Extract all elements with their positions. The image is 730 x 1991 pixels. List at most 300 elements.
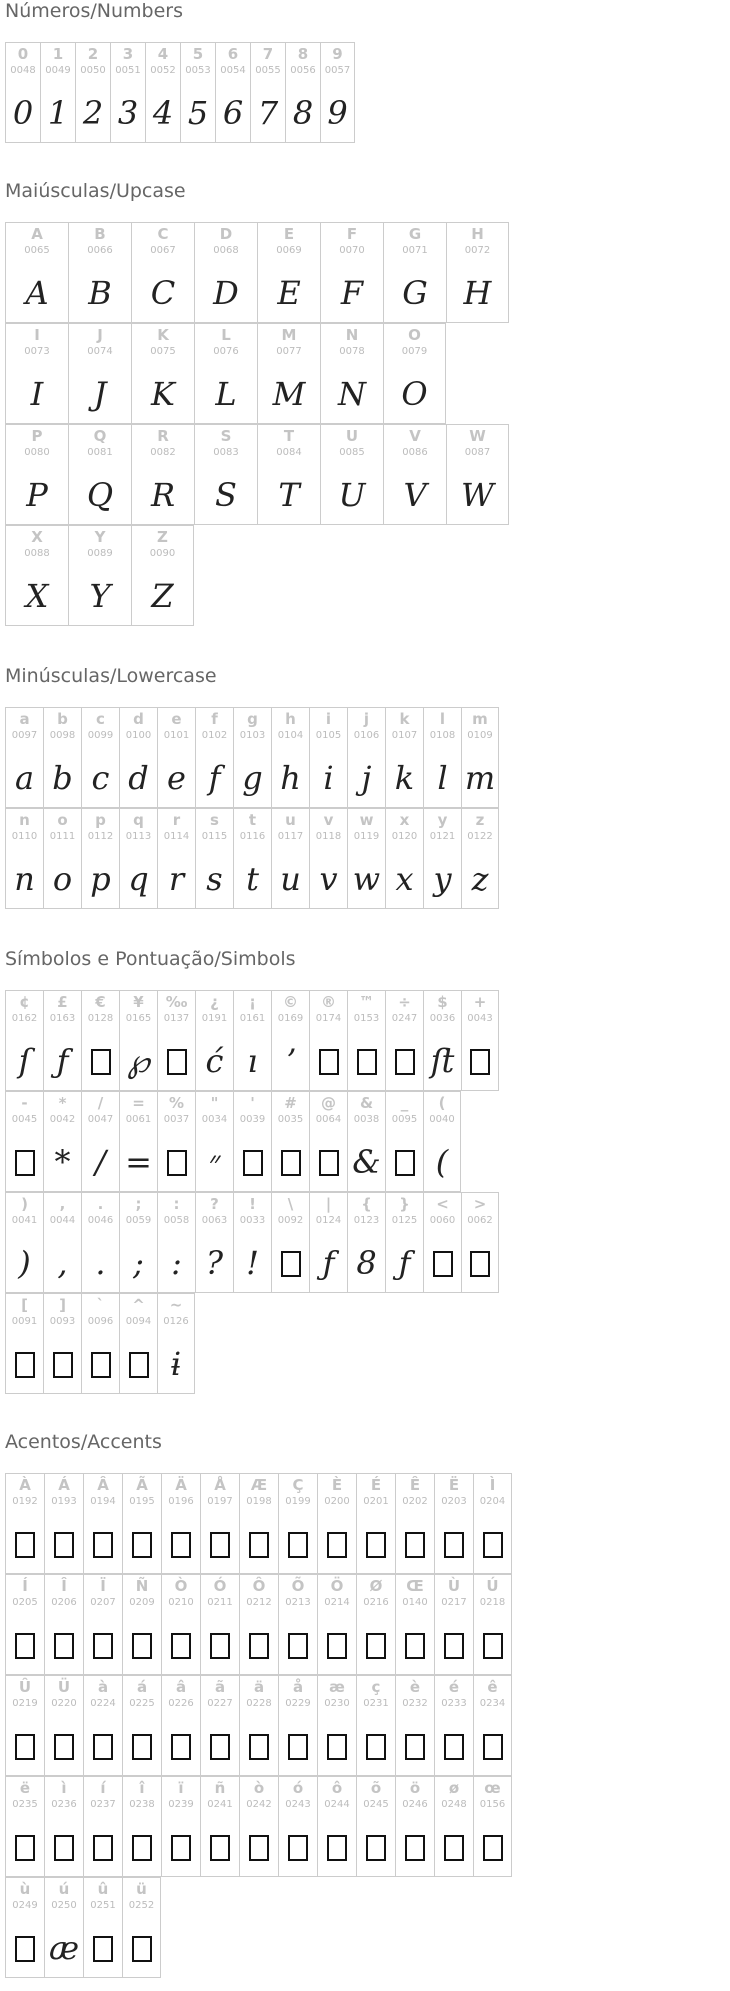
glyph-cell [250,42,285,143]
glyph-cell [385,990,423,1091]
missing-glyph-box [310,1035,347,1087]
glyph-sample: ɨ [170,1345,182,1383]
glyph-cell [233,1091,271,1192]
glyph-cell [68,323,131,424]
glyph-cell [423,707,461,808]
character-label: ø [448,1779,460,1797]
character-label: a [19,710,30,728]
character-label: Ë [448,1476,460,1494]
glyph-cell [423,1091,461,1192]
glyph-cell [83,1776,122,1877]
character-label: c [96,710,105,728]
character-code: 0216 [363,1597,389,1608]
missing-glyph-icon [470,1049,490,1075]
glyph-row [5,990,499,1091]
character-label: ) [21,1195,28,1213]
character-code: 0073 [24,346,50,357]
character-code: 0249 [12,1900,38,1911]
glyph-cell [461,808,499,909]
missing-glyph-box [240,1720,278,1772]
glyph-sample: ƒ [56,1042,69,1080]
glyph-row [5,424,509,525]
missing-glyph-icon [281,1150,301,1176]
glyph-cell [434,1675,473,1776]
glyph-cell [5,1675,44,1776]
glyph-cell [347,808,385,909]
character-code: 0039 [239,1114,266,1125]
glyph-cell [278,1574,317,1675]
glyph-row [5,222,509,323]
character-code: 0082 [150,447,176,458]
missing-glyph-box [474,1518,511,1570]
missing-glyph-icon [171,1633,191,1659]
glyph-cell [5,1192,43,1293]
missing-glyph-box [318,1619,356,1671]
glyph-cell [423,990,461,1091]
glyph-sample: i [323,759,334,797]
character-code: 0087 [464,447,491,458]
glyph-cell [233,1192,271,1293]
character-label: ê [487,1678,498,1696]
missing-glyph-box [279,1518,317,1570]
character-label: ® [321,993,336,1011]
character-code: 0096 [87,1316,114,1327]
glyph-cell [461,1192,499,1293]
character-code: 0203 [441,1496,467,1507]
glyph-cell [119,1192,157,1293]
missing-glyph-icon [129,1352,149,1378]
glyph-cell [81,1293,119,1394]
character-code: 0094 [125,1316,152,1327]
missing-glyph-icon [91,1352,111,1378]
character-label: ü [136,1880,147,1898]
character-code: 0236 [51,1799,77,1810]
character-label: ¥ [133,993,144,1011]
missing-glyph-box [279,1821,317,1873]
glyph-cell [356,1776,395,1877]
missing-glyph-icon [249,1835,269,1861]
character-label: E [283,225,295,243]
character-code: 0153 [353,1013,380,1024]
glyph-cell [239,1574,278,1675]
glyph-cell [145,42,180,143]
character-label: Ê [409,1476,421,1494]
character-label: F [346,225,358,243]
character-label: 4 [157,45,169,63]
character-label: ë [19,1779,31,1797]
character-code: 0224 [90,1698,116,1709]
character-label: b [57,710,68,728]
glyph-cell [81,1192,119,1293]
glyph-cell [157,1293,195,1394]
character-label: U [345,427,359,445]
character-label: Æ [250,1476,268,1494]
glyph-cell [461,707,499,808]
glyph-sample: d [128,759,149,797]
glyph-cell [5,1877,44,1978]
character-code: 0085 [339,447,365,458]
glyph-cell [473,1675,512,1776]
character-code: 0125 [391,1215,418,1226]
glyph-sample: q [128,860,149,898]
glyph-sample: ! [246,1244,259,1282]
character-code: 0206 [51,1597,77,1608]
character-code: 0066 [87,245,113,256]
character-code: 0204 [479,1496,506,1507]
missing-glyph-icon [249,1734,269,1760]
character-label: < [436,1195,449,1213]
character-code: 0252 [128,1900,155,1911]
character-label: Ü [57,1678,71,1696]
missing-glyph-box [462,1237,498,1289]
character-code: 0057 [324,65,351,76]
character-code: 0126 [163,1316,189,1327]
missing-glyph-box [123,1720,161,1772]
glyph-cell [43,808,81,909]
glyph-row [5,707,499,808]
missing-glyph-box [84,1922,122,1974]
character-label: Ö [330,1577,344,1595]
glyph-sample: ; [133,1244,144,1282]
glyph-row [5,525,194,626]
character-code: 0100 [125,730,152,741]
missing-glyph-icon [53,1352,73,1378]
glyph-cell [271,1091,309,1192]
glyph-cell [309,1091,347,1192]
glyph-sample: ı [247,1042,258,1080]
glyph-cell [5,525,68,626]
character-code: 0051 [115,65,141,76]
character-label: Ò [174,1577,188,1595]
character-label: , [59,1195,66,1213]
missing-glyph-box [45,1720,83,1772]
missing-glyph-icon [288,1835,308,1861]
glyph-row [5,808,499,909]
character-code: 0212 [246,1597,272,1608]
character-label: O [408,326,421,344]
character-label: X [31,528,43,546]
character-label: Ú [486,1577,499,1595]
section-title: Minúsculas/Lowercase [5,665,217,687]
character-code: 0156 [479,1799,506,1810]
missing-glyph-box [396,1720,434,1772]
missing-glyph-box [162,1720,200,1772]
section-title: Números/Numbers [5,0,183,22]
character-code: 0045 [11,1114,38,1125]
missing-glyph-box [6,1720,44,1772]
missing-glyph-icon [54,1734,74,1760]
missing-glyph-box [6,1338,43,1390]
glyph-cell [239,1473,278,1574]
character-label: 1 [52,45,64,63]
character-code: 0106 [353,730,380,741]
character-code: 0231 [363,1698,389,1709]
character-code: 0200 [324,1496,350,1507]
glyph-cell [200,1473,239,1574]
missing-glyph-icon [15,1352,35,1378]
glyph-sample: 4 [152,94,174,132]
glyph-cell [195,1091,233,1192]
character-code: 0086 [402,447,428,458]
glyph-sample: V [403,476,427,514]
glyph-sample: p [90,860,111,898]
missing-glyph-box [123,1619,161,1671]
glyph-cell [423,1192,461,1293]
character-label: ò [253,1779,265,1797]
missing-glyph-box [318,1720,356,1772]
character-code: 0202 [402,1496,428,1507]
glyph-sample: m [464,759,496,797]
glyph-sample: c [91,759,110,797]
character-code: 0247 [391,1013,418,1024]
character-code: 0213 [285,1597,311,1608]
character-code: 0124 [315,1215,342,1226]
glyph-cell [395,1776,434,1877]
character-code: 0195 [129,1496,155,1507]
character-code: 0047 [87,1114,114,1125]
glyph-sample: n [14,860,35,898]
glyph-cell [180,42,215,143]
character-label: £ [57,993,68,1011]
missing-glyph-icon [15,1936,35,1962]
glyph-cell [473,1473,512,1574]
character-code: 0048 [10,65,36,76]
character-code: 0239 [168,1799,194,1810]
character-code: 0108 [429,730,456,741]
character-code: 0229 [285,1698,311,1709]
missing-glyph-icon [483,1734,503,1760]
glyph-cell [395,1675,434,1776]
missing-glyph-icon [281,1251,301,1277]
character-code: 0116 [239,831,266,842]
character-code: 0207 [90,1597,116,1608]
character-code: 0084 [276,447,302,458]
character-label: * [58,1094,67,1112]
missing-glyph-icon [327,1633,347,1659]
character-label: H [471,225,484,243]
character-code: 0237 [90,1799,116,1810]
missing-glyph-box [6,1922,44,1974]
missing-glyph-icon [444,1633,464,1659]
character-label: Ã [136,1476,148,1494]
character-code: 0113 [125,831,152,842]
glyph-sample: N [338,375,366,413]
character-code: 0109 [467,730,493,741]
character-label: ] [59,1296,66,1314]
missing-glyph-icon [327,1532,347,1558]
glyph-cell [40,42,75,143]
character-code: 0196 [168,1496,194,1507]
missing-glyph-icon [483,1532,503,1558]
character-label: 9 [332,45,343,63]
glyph-sample: U [338,476,366,514]
glyph-sample: 3 [117,94,139,132]
glyph-cell [320,42,355,143]
glyph-cell [44,1574,83,1675]
character-label: _ [400,1094,409,1112]
missing-glyph-icon [54,1633,74,1659]
character-label: œ [484,1779,501,1797]
glyph-sample: R [150,476,176,514]
glyph-cell [5,1091,43,1192]
glyph-cell [278,1473,317,1574]
missing-glyph-box [435,1720,473,1772]
character-code: 0067 [150,245,176,256]
character-label: ä [253,1678,265,1696]
character-code: 0242 [246,1799,272,1810]
character-label: ì [61,1779,67,1797]
character-code: 0163 [49,1013,76,1024]
glyph-cell [68,424,131,525]
missing-glyph-box [357,1619,395,1671]
character-code: 0088 [24,548,50,559]
missing-glyph-icon [366,1633,386,1659]
character-label: W [469,427,486,445]
glyph-cell [5,990,43,1091]
character-label: é [448,1678,460,1696]
character-code: 0041 [11,1215,38,1226]
character-code: 0241 [207,1799,233,1810]
glyph-cell [215,42,250,143]
glyph-sample: 8 [356,1244,377,1282]
character-code: 0037 [163,1114,190,1125]
character-label: Q [93,427,107,445]
missing-glyph-icon [132,1532,152,1558]
glyph-cell [68,222,131,323]
character-label: ¿ [210,993,219,1011]
character-label: ` [96,1296,105,1314]
glyph-cell [122,1776,161,1877]
character-code: 0079 [401,346,428,357]
character-code: 0250 [51,1900,77,1911]
glyph-sample: Z [151,577,174,615]
glyph-sample: b [52,759,73,797]
missing-glyph-box [474,1619,511,1671]
glyph-cell [356,1675,395,1776]
character-code: 0083 [213,447,239,458]
character-label: & [359,1094,374,1112]
character-code: 0193 [51,1496,77,1507]
character-code: 0248 [441,1799,467,1810]
glyph-cell [395,1574,434,1675]
character-code: 0043 [467,1013,493,1024]
glyph-cell [157,808,195,909]
missing-glyph-icon [405,1532,425,1558]
glyph-sample: E [277,274,301,312]
character-label: 3 [122,45,134,63]
character-code: 0038 [353,1114,380,1125]
glyph-cell [446,222,509,323]
character-label: Í [22,1577,28,1595]
character-label: | [325,1195,332,1213]
glyph-cell [157,1192,195,1293]
character-label: Ô [252,1577,266,1595]
character-label: g [247,710,258,728]
character-code: 0062 [467,1215,493,1226]
glyph-cell [385,1192,423,1293]
character-label: : [173,1195,180,1213]
missing-glyph-icon [93,1633,113,1659]
glyph-sample: ƒ [398,1244,411,1282]
character-label: p [95,811,106,829]
missing-glyph-icon [288,1532,308,1558]
character-label: N [345,326,359,344]
missing-glyph-icon [319,1049,339,1075]
glyph-sample: ﬅ [430,1042,455,1080]
glyph-cell [347,1091,385,1192]
glyph-row [5,1473,512,1574]
missing-glyph-box [45,1518,83,1570]
missing-glyph-box [396,1518,434,1570]
glyph-cell [5,1293,43,1394]
missing-glyph-icon [167,1049,187,1075]
missing-glyph-box [44,1338,81,1390]
glyph-cell [383,424,446,525]
missing-glyph-icon [444,1835,464,1861]
character-label: ! [249,1195,256,1213]
glyph-cell [200,1574,239,1675]
character-label: Â [97,1476,109,1494]
glyph-cell [5,1574,44,1675]
glyph-sample: ſ [18,1042,31,1080]
missing-glyph-icon [54,1835,74,1861]
character-code: 0090 [149,548,176,559]
missing-glyph-box [386,1136,423,1188]
missing-glyph-icon [132,1633,152,1659]
glyph-cell [43,707,81,808]
glyph-row [5,323,446,424]
missing-glyph-box [234,1136,271,1188]
character-code: 0061 [125,1114,152,1125]
character-code: 0064 [315,1114,342,1125]
missing-glyph-box [84,1619,122,1671]
glyph-sample: T [278,476,300,514]
missing-glyph-icon [395,1150,415,1176]
character-label: = [132,1094,145,1112]
missing-glyph-icon [249,1633,269,1659]
character-code: 0165 [125,1013,152,1024]
missing-glyph-icon [15,1150,35,1176]
glyph-sample: ℘ [127,1042,150,1080]
glyph-sample: k [394,759,415,797]
glyph-cell [271,707,309,808]
missing-glyph-box [123,1518,161,1570]
character-code: 0114 [163,831,190,842]
glyph-cell [5,707,43,808]
character-label: ‰ [165,993,188,1011]
glyph-sample: a [14,759,35,797]
character-label: Û [18,1678,32,1696]
character-label: r [172,811,181,829]
glyph-cell [43,990,81,1091]
glyph-cell [119,1293,157,1394]
character-code: 0098 [49,730,76,741]
character-code: 0068 [213,245,239,256]
glyph-cell [5,424,68,525]
missing-glyph-box [424,1237,461,1289]
character-label: @ [321,1094,336,1112]
character-label: Y [94,528,106,546]
glyph-sample: ʼ [285,1042,296,1080]
glyph-cell [309,707,347,808]
character-code: 0091 [11,1316,38,1327]
missing-glyph-icon [210,1734,230,1760]
missing-glyph-box [123,1821,161,1873]
glyph-sample: . [95,1244,106,1282]
glyph-cell [271,808,309,909]
missing-glyph-box [474,1821,511,1873]
glyph-cell [446,424,509,525]
